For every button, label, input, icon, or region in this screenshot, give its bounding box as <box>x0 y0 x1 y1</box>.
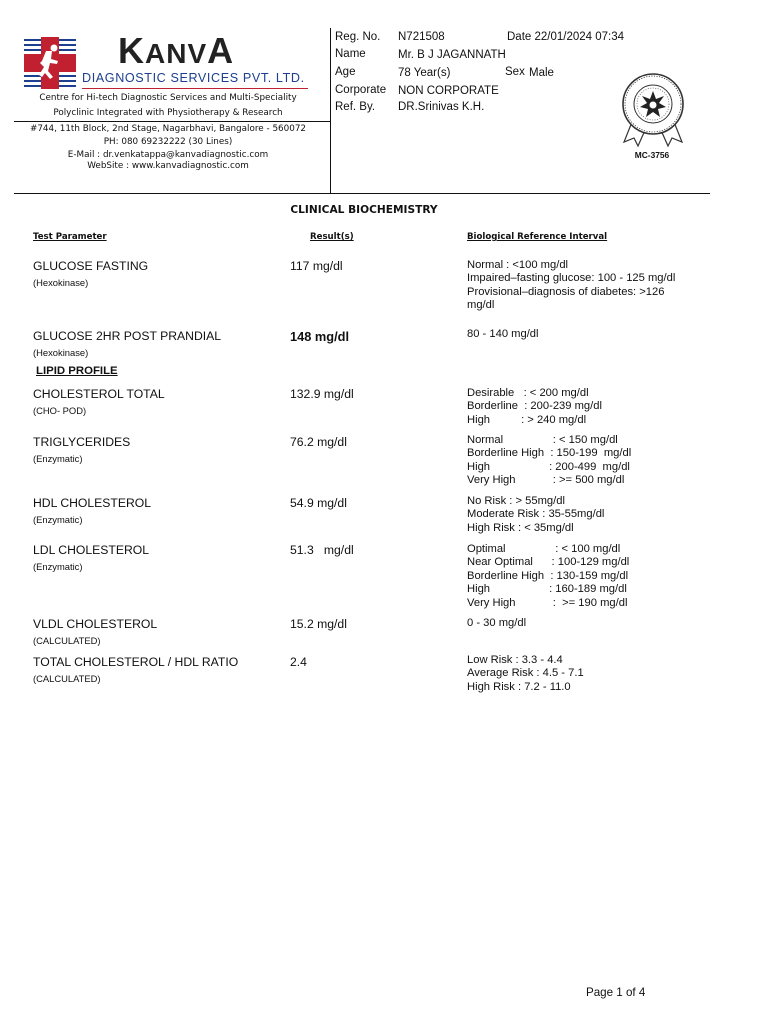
test-result: 51.3 mg/dl <box>290 543 354 557</box>
reference-range: Normal : < 150 mg/dl Borderline High : 150-199 mg/dl High : 200-499 mg/dl Very High : >= 500 mg/dl <box>467 434 632 487</box>
group-title-lipid-profile: LIPID PROFILE <box>36 365 118 377</box>
email: E-Mail : dr.venkatappa@kanvadiagnostic.com <box>67 150 269 160</box>
test-name: VLDL CHOLESTEROL <box>33 617 158 631</box>
tagline-2: Polyclinic Integrated with Physiotherapy & Research <box>53 108 283 118</box>
reg-value: N721508 <box>398 31 445 43</box>
accreditation-code: MC-3756 <box>634 150 670 160</box>
reference-range: 80 - 140 mg/dl <box>467 328 539 340</box>
test-name: TRIGLYCERIDES <box>33 435 131 449</box>
accreditation-seal-icon <box>620 72 686 148</box>
corporate-label: Corporate <box>335 84 387 96</box>
test-method: (Enzymatic) <box>33 453 83 464</box>
test-result-flagged: 148 mg/dl <box>290 329 350 344</box>
age-label: Age <box>335 66 356 78</box>
corporate-value: NON CORPORATE <box>398 85 499 97</box>
name-label: Name <box>335 48 366 60</box>
brand-underline <box>82 88 308 89</box>
col-header-reference: Biological Reference Interval <box>467 232 608 242</box>
brand-name: KANVA <box>118 30 235 71</box>
page-number: Page 1 of 4 <box>586 986 646 999</box>
col-header-parameter: Test Parameter <box>33 232 107 242</box>
reg-label: Reg. No. <box>335 31 381 43</box>
header-bottom-rule <box>14 193 710 194</box>
reference-range: 0 - 30 mg/dl <box>467 617 527 629</box>
test-method: (Enzymatic) <box>33 514 83 525</box>
test-result: 54.9 mg/dl <box>290 496 347 510</box>
sex-value: Male <box>529 67 554 79</box>
ref-value: DR.Srinivas K.H. <box>398 101 485 113</box>
test-method: (CHO- POD) <box>33 405 87 416</box>
company-logo <box>24 37 76 89</box>
reference-range: Optimal : < 100 mg/dl Near Optimal : 100-129 mg/dl Borderline High : 130-159 mg/dl High : 160-189 mg/dl Very High : >= 190 mg/dl <box>467 543 630 609</box>
reference-range: No Risk : > 55mg/dl Moderate Risk : 35-55mg/dl High Risk : < 35mg/dl <box>467 495 605 534</box>
header-vertical-divider <box>330 28 331 193</box>
test-name: HDL CHOLESTEROL <box>33 496 152 510</box>
test-method: (CALCULATED) <box>33 673 101 684</box>
test-result: 132.9 mg/dl <box>290 387 354 401</box>
sex-label: Sex <box>505 66 525 78</box>
section-title: CLINICAL BIOCHEMISTRY <box>290 204 438 216</box>
test-result: 76.2 mg/dl <box>290 435 347 449</box>
test-method: (Hexokinase) <box>33 347 89 358</box>
test-name: LDL CHOLESTEROL <box>33 543 150 557</box>
header-divider <box>14 121 330 122</box>
phone: PH: 080 69232222 (30 Lines) <box>103 137 233 147</box>
test-method: (Enzymatic) <box>33 561 83 572</box>
test-result: 2.4 <box>290 655 307 669</box>
reference-range: Desirable : < 200 mg/dl Borderline : 200-239 mg/dl High : > 240 mg/dl <box>467 387 602 426</box>
reference-range: Normal : <100 mg/dl Impaired–fasting glucose: 100 - 125 mg/dl Provisional–diagnosis of diabetes: >126 mg/dl <box>467 259 676 312</box>
test-name: CHOLESTEROL TOTAL <box>33 387 165 401</box>
test-name: GLUCOSE FASTING <box>33 259 149 273</box>
test-result: 117 mg/dl <box>290 259 343 273</box>
address: #744, 11th Block, 2nd Stage, Nagarbhavi, Bangalore - 560072 <box>29 124 307 134</box>
test-name: GLUCOSE 2HR POST PRANDIAL <box>33 329 222 343</box>
name-value: Mr. B J JAGANNATH <box>398 49 506 61</box>
tagline-1: Centre for Hi-tech Diagnostic Services and Multi-Speciality <box>39 93 297 103</box>
reference-range: Low Risk : 3.3 - 4.4 Average Risk : 4.5 - 7.1 High Risk : 7.2 - 11.0 <box>467 654 584 693</box>
ref-label: Ref. By. <box>335 101 376 113</box>
test-result: 15.2 mg/dl <box>290 617 347 631</box>
brand-subtitle: DIAGNOSTIC SERVICES PVT. LTD. <box>82 71 305 85</box>
date-field: Date 22/01/2024 07:34 <box>507 31 625 43</box>
test-method: (CALCULATED) <box>33 635 101 646</box>
website: WebSite : www.kanvadiagnostic.com <box>87 161 249 171</box>
age-value: 78 Year(s) <box>398 67 451 79</box>
test-name: TOTAL CHOLESTEROL / HDL RATIO <box>33 655 239 669</box>
col-header-result: Result(s) <box>310 232 354 242</box>
test-method: (Hexokinase) <box>33 277 89 288</box>
